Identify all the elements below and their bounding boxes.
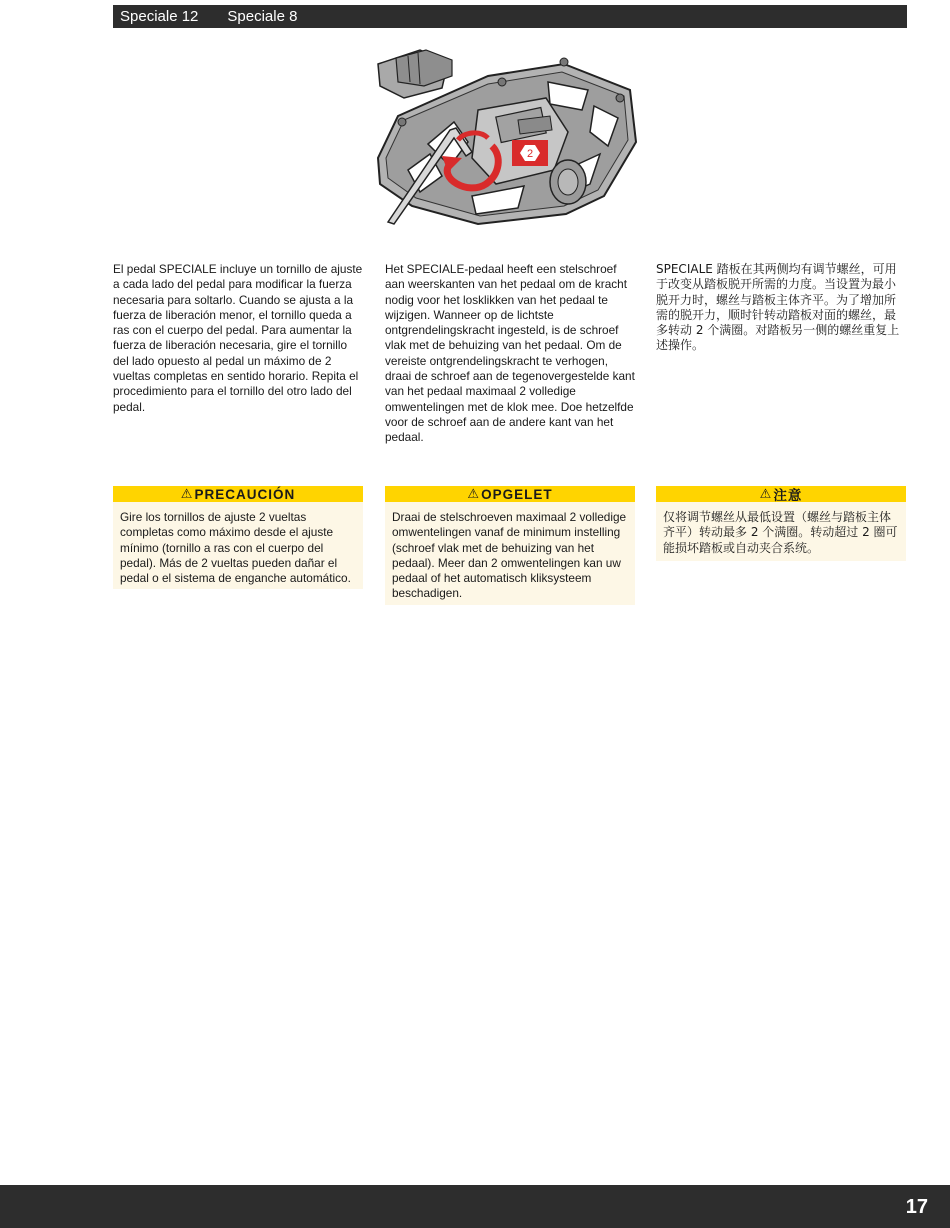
warning-icon: ⚠ — [759, 486, 772, 501]
warning-box-es — [113, 486, 363, 589]
model-speciale-8: Speciale 8 — [227, 8, 298, 25]
warning-icon: ⚠ — [180, 486, 193, 501]
warning-header-es — [113, 486, 363, 502]
warning-title-nl: OPGELET — [481, 486, 553, 502]
warning-body-zh: 仅将调节螺丝从最低设置（螺丝与踏板主体齐平）转动最多 2 个满圈。转动超过 2 圈可能损坏踏板或自动夹合系统。 — [656, 502, 906, 561]
page-number: 17 — [905, 1196, 928, 1218]
warning-body-es: Gire los tornillos de ajuste 2 vueltas completas como máximo desde el ajuste mínimo (tornillo a ras con el cuerpo del pedal). Más de 2 vueltas pueden dañar el pedal o el sistema de enganche automático. — [113, 502, 363, 589]
body-text-spanish — [113, 262, 363, 415]
body-text-chinese — [656, 262, 906, 354]
step-number: 2 — [526, 148, 534, 160]
paragraph-nl: Het SPECIALE-pedaal heeft een stelschroef aan weerskanten van het pedaal om de kracht nodig voor het losklikken van het pedaal te wijzigen. Wanneer op de lichtste ontgrendelingskracht ingesteld, is de schroef vlak met de behuizing van het pedaal. Om de vereiste ontgrendelingskracht te verhogen, draai de schroef aan de tegenovergestelde kant van het pedaal maximaal 2 volledige omwentelingen met de klok mee. Doe hetzelfde voor de schroef aan de andere kant van het pedaal. — [385, 262, 635, 445]
footer-bar — [0, 1185, 950, 1228]
warning-header-zh — [656, 486, 906, 502]
warning-header-nl — [385, 486, 635, 502]
paragraph-es: El pedal SPECIALE incluye un tornillo de ajuste a cada lado del pedal para modificar la fuerza necesaria para soltarlo. Cuando se ajusta a la fuerza de liberación menor, el tornillo queda a ras con el cuerpo del pedal. Para aumentar la fuerza de liberación necesaria, gire el tornillo del lado opuesto al pedal un máximo de 2 vueltas completas en sentido horario. Repita el procedimiento para el tornillo del otro lado del pedal. — [113, 262, 363, 414]
body-text-dutch — [385, 262, 635, 446]
pedal-spindle — [378, 50, 452, 98]
warning-box-nl — [385, 486, 635, 605]
warning-title-zh: 注意 — [773, 488, 803, 503]
pedal-illustration — [368, 46, 640, 228]
warning-box-zh — [656, 486, 906, 561]
warning-title-es: PRECAUCIÓN — [194, 486, 296, 502]
header-bar — [113, 5, 907, 28]
step-badge — [512, 140, 548, 166]
warning-body-nl: Draai de stelschroeven maximaal 2 volledige omwentelingen vanaf de minimum instelling (schroef vlak met de behuizing van het pedaal). Meer dan 2 omwentelingen kan uw pedaal of het automatisch kliksysteem beschadigen. — [385, 502, 635, 605]
paragraph-zh: SPECIALE 踏板在其两侧均有调节螺丝，可用于改变从踏板脱开所需的力度。当设置为最小脱开力时，螺丝与踏板主体齐平。为了增加所需的脱开力，顺时针转动踏板对面的螺丝，最多转动 2 个满圈。对踏板另一侧的螺丝重复上述操作。 — [656, 262, 900, 353]
warning-icon: ⚠ — [467, 486, 480, 501]
model-speciale-12: Speciale 12 — [120, 8, 199, 25]
